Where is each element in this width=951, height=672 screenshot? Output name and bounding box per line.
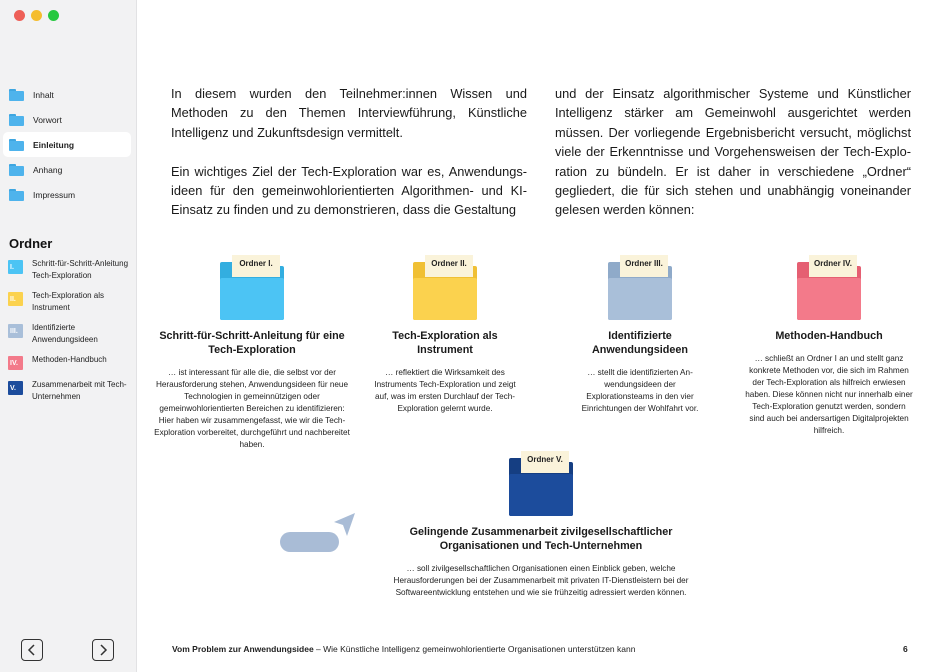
footer-title-rest: – Wie Künstliche Intelligenz gemeinwohlorientierte Organisationen unterstützen kann — [313, 644, 636, 654]
sidebar-item-label: Vorwort — [33, 114, 62, 125]
ordner-list — [8, 258, 132, 411]
folder-card-5[interactable] — [393, 455, 689, 599]
window-controls — [14, 10, 59, 21]
folder-icon — [9, 139, 24, 151]
sidebar-nav — [3, 82, 131, 207]
folder-description: … ist interessant für alle die, die selbst vor der Herausforderung stehen, Anwendungsideen für neue Technologien in gemeinnützigen oder gemeinwohlorientierten Bereichen zu identifizieren: Hier haben wir zusammengefasst, wie wir die Tech-Exploration vorbereitet, durchgeführt und nachbereitet haben. — [154, 368, 350, 449]
text-column-left — [171, 84, 527, 239]
ordner-badge: IV. — [8, 356, 23, 370]
ordner-item-label: Methoden-Handbuch — [32, 355, 107, 364]
folder-icon — [9, 189, 24, 201]
ordner-badge: II. — [8, 292, 23, 306]
folder-icon — [413, 259, 477, 320]
sidebar-item-label: Anhang — [33, 164, 63, 175]
sidebar-item-anhang[interactable] — [3, 157, 131, 182]
ordner-item-label: Schritt-für-Schritt-Anleitung Tech-Exploration — [32, 259, 129, 280]
sidebar-item-einleitung[interactable] — [3, 132, 131, 157]
ordner-item-5[interactable] — [8, 379, 132, 402]
sidebar-item-label: Einleitung — [33, 139, 75, 150]
folder-icon — [9, 164, 24, 176]
page-footer — [172, 644, 635, 654]
previous-page-button[interactable] — [21, 639, 43, 661]
paragraph: und der Einsatz algorithmischer Systeme und Künstlicher Intelligenz stärker am Gemeinwohl ausgerichtet werden müssen. Der vorliegende Ergebnisbericht versucht, möglichst viele der Erkenntnisse und Vorgehensweisen der Tech-Exploration zu bündeln. Er ist daher in verschiedene „Ordner“ gegliedert, die für sich stehen und unabhängig voneinander gelesen werden können: — [555, 86, 911, 218]
folder-description: … soll zivilgesellschaftlichen Organisationen einen Einblick geben, welche Herausforderungen bei der Zusammenarbeit mit privaten IT-Dienstleistern bei der Softwareentwicklung entstehen und wie sie frühzeitig adressiert werden können. — [393, 564, 689, 597]
folder-tag: Ordner IV. — [809, 255, 857, 277]
chevron-left-icon — [27, 644, 37, 656]
sidebar-item-label: Impressum — [33, 189, 76, 200]
folder-title: Identifizierte Anwendungsideen — [592, 330, 688, 356]
chevron-right-icon — [98, 644, 108, 656]
ordner-item-3[interactable] — [8, 322, 132, 345]
zoom-button[interactable] — [48, 10, 59, 21]
sidebar-item-inhalt[interactable] — [3, 82, 131, 107]
ordner-badge: I. — [8, 260, 23, 274]
ordner-item-1[interactable] — [8, 258, 132, 281]
sidebar — [0, 0, 137, 672]
ordner-item-label: Identifizierte Anwendungsideen — [32, 323, 98, 344]
paper-plane-icon — [333, 512, 357, 538]
folder-icon — [509, 455, 573, 516]
folder-title: Schritt-für-Schritt-Anleitung für eine Tech-Exploration — [159, 330, 345, 356]
folder-card-3[interactable] — [540, 259, 740, 415]
ordner-badge: V. — [8, 381, 23, 395]
folder-card-2[interactable] — [345, 259, 545, 415]
close-button[interactable] — [14, 10, 25, 21]
paragraph: Ein wichtiges Ziel der Tech-Exploration war es, Anwendungsideen für den gemeinwohlorientierten Algorithmen- und KI-Einsatz zu finden und zu demonstrieren, dass die Gestaltung — [171, 163, 527, 218]
folder-description: … reflektiert die Wirksamkeit des Instruments Tech-Exploration und zeigt auf, was im ersten Durchlauf der Tech-Exploration gelernt wurde. — [374, 368, 516, 413]
text-column-right — [555, 84, 911, 239]
ordner-heading: Ordner — [9, 236, 53, 251]
folder-tag: Ordner III. — [620, 255, 668, 277]
sidebar-item-vorwort[interactable] — [3, 107, 131, 132]
folder-card-1[interactable] — [152, 259, 352, 451]
folder-icon — [220, 259, 284, 320]
paragraph: In diesem wurden den Teilnehmer:innen Wissen und Methoden zu den Themen Interviewführung, Künstliche Intelligenz und Zukunftsdesign vermittelt. — [171, 86, 527, 140]
folder-description: … stellt die identifizierten Anwendungsideen der Explorationsteams in den vier Einrichtungen der Wohlfahrt vor. — [581, 368, 699, 413]
folder-tag: Ordner II. — [425, 255, 473, 277]
next-page-button[interactable] — [92, 639, 114, 661]
minimize-button[interactable] — [31, 10, 42, 21]
footer-title-bold: Vom Problem zur Anwendungsidee — [172, 644, 314, 654]
folder-title: Methoden-Handbuch — [775, 330, 883, 342]
decorative-pill — [280, 532, 339, 552]
sidebar-item-impressum[interactable] — [3, 182, 131, 207]
page-number: 6 — [903, 644, 908, 654]
folder-tag: Ordner V. — [521, 451, 569, 473]
folder-title: Tech-Exploration als Instrument — [392, 330, 498, 356]
folder-icon — [797, 259, 861, 320]
folder-title: Gelingende Zusammenarbeit zivilgesellschaftlicher Organisationen und Tech-Unternehmen — [409, 526, 673, 552]
ordner-item-4[interactable] — [8, 354, 132, 370]
folder-icon — [608, 259, 672, 320]
folder-tag: Ordner I. — [232, 255, 280, 277]
folder-description: … schließt an Ordner I an und stellt ganz konkrete Methoden vor, die sich im Rahmen der Tech-Exploration als hilfreich erwiesen haben. Diese können nicht nur innerhalb einer Tech-Exploration genutzt werden, sondern sind auch bei andersartigen Digitalprojekten hilfreich. — [745, 354, 913, 435]
ordner-item-2[interactable] — [8, 290, 132, 313]
folder-icon — [9, 89, 24, 101]
folder-icon — [9, 114, 24, 126]
ordner-item-label: Tech-Exploration als Instrument — [32, 291, 105, 312]
folder-card-4[interactable] — [729, 259, 929, 437]
ordner-item-label: Zusammenarbeit mit Tech-Unternehmen — [32, 380, 127, 401]
ordner-badge: III. — [8, 324, 23, 338]
sidebar-item-label: Inhalt — [33, 89, 54, 100]
